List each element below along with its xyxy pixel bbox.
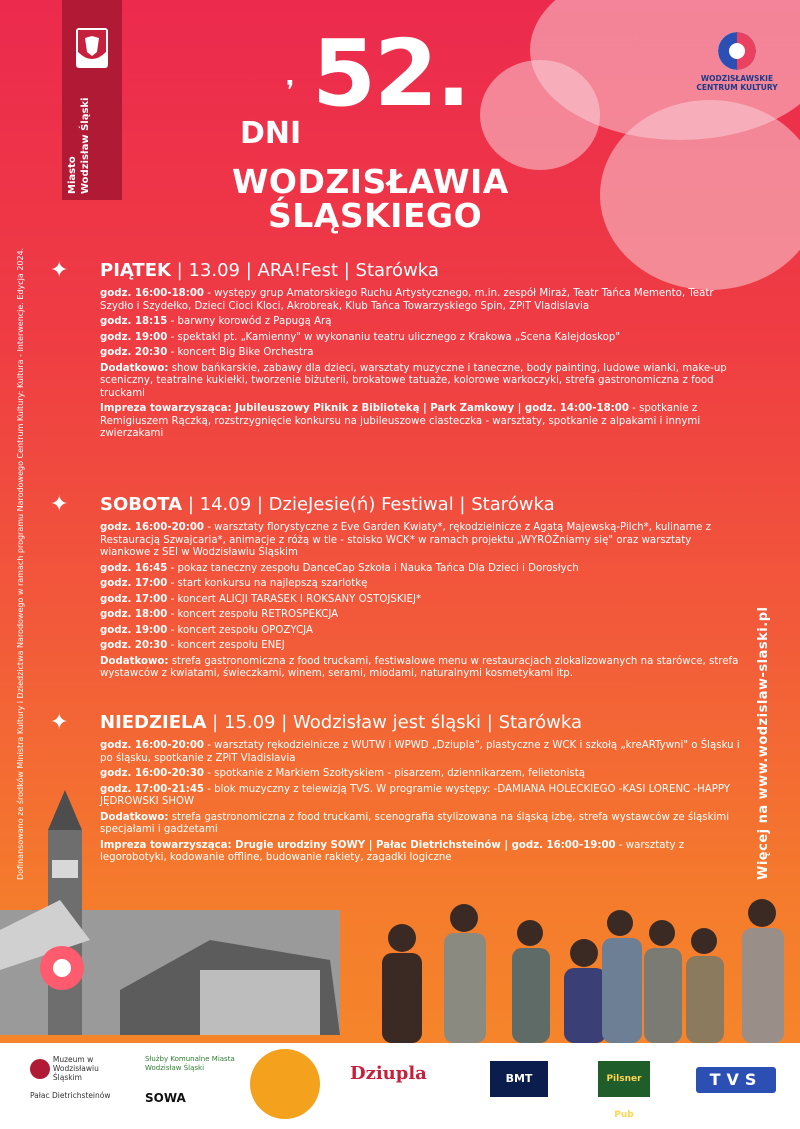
program-row: godz. 20:30 - koncert Big Bike Orchestra xyxy=(100,347,314,358)
program-row: godz. 19:00 - koncert zespołu OPOZYCJA xyxy=(100,624,313,636)
program-row: godz. 16:00-20:00 - warsztaty florystyczne z Eve Garden Kwiaty*, rękodzielnicze z Agatą Majewską-Pilch*, kulinarne z Restauracją Szwajcaria*, animacje z różą w tle - stoisko WCK* w ramach projektu „WYRÓŻniamy się" oraz warsztaty wiankowe z SEI w Wodzisławiu Śląskim xyxy=(100,522,711,558)
sparkle-icon: ❜ xyxy=(286,76,295,106)
wck-logo xyxy=(692,32,782,92)
city-name: Miasto Wodzisław Śląski xyxy=(67,97,91,194)
program-row: Dodatkowo: strefa gastronomiczna z food truckami, scenografia stylizowana na śląską izbę, strefa wystawców ze śląskimi specjałami i gadżetami xyxy=(100,811,730,835)
program-row: godz. 17:00 - start konkursu na najlepszą szarlotkę xyxy=(100,578,368,589)
day-heading: SOBOTA | 14.09 | DzieJesie(ń) Festiwal | Starówka xyxy=(100,494,555,515)
sponsor-sowa-logo: SOWA xyxy=(145,1091,186,1105)
program-row: godz. 19:00 - spektakl pt. „Kamienny" w wykonaniu teatru ulicznego z Krakowa „Scena Kalejdoskop" xyxy=(100,331,621,343)
sponsor-pilsner-logo: Pilsner Pub xyxy=(598,1061,650,1097)
title-dni: DNI xyxy=(240,116,302,151)
program-row: godz. 17:00-21:45 - blok muzyczny z telewizją TVS. W programie występy: -DAMIANA HOLECKIEGO -KASI LORENC -HAPPY JĘDROWSKI SHOW xyxy=(100,783,731,807)
decor-blob xyxy=(480,60,600,170)
program-row: godz. 18:15 - barwny korowód z Papugą Arą xyxy=(100,316,332,327)
day-heading: NIEDZIELA | 15.09 | Wodzisław jest śląski | Starówka xyxy=(100,712,582,733)
title-line-1: WODZISŁAWIA xyxy=(232,162,509,201)
day-section-friday xyxy=(50,258,740,444)
funding-credit: Dofinansowano ze środków Ministra Kultury i Dziedzictwa Narodowego w ramach programu Narodowego Centrum Kultury: Kultura - Interwencje. Edycja 2024. xyxy=(16,247,25,880)
wck-emblem-icon xyxy=(718,32,756,70)
star-icon: ✦ xyxy=(50,710,69,735)
old-town-photo xyxy=(0,790,340,1035)
sponsor-strip xyxy=(0,1043,800,1129)
city-crest-icon xyxy=(76,28,108,68)
day-section-saturday xyxy=(50,492,740,684)
star-icon: ✦ xyxy=(50,492,69,517)
program-row: Dodatkowo: strefa gastronomiczna z food truckami, festiwalowe menu w restauracjach zlokalizowanych na starówce, strefa wystawców z kwiatami, świeczkami, winem, serami, miodami, naturalnymi kosmetykami itp. xyxy=(100,655,739,679)
star-icon: ✦ xyxy=(50,258,69,283)
sponsor-tvs-logo: TVS xyxy=(696,1067,776,1093)
band-photo xyxy=(352,893,800,1043)
library-logo-icon xyxy=(250,1049,320,1119)
program-row: godz. 16:45 - pokaz taneczny zespołu DanceCap Szkoła i Nauka Tańca Dla Dzieci i Dorosłych xyxy=(100,562,579,574)
program-row: Dodatkowo: show bańkarskie, zabawy dla dzieci, warsztaty muzyczne i taneczne, body painting, ludowe wianki, make-up sceniczny, teatralne kukiełki, tworzenie biżuterii, brokatowe tatuaże, kolorowe warkoczyki, strefa gastronomiczna z food truckami xyxy=(100,362,727,399)
title-line-2: ŚLĄSKIEGO xyxy=(268,196,483,235)
program-row: godz. 16:00-20:30 - spotkanie z Markiem Szołtyskiem - pisarzem, dziennikarzem, felietonistą xyxy=(100,768,585,779)
program-row: Impreza towarzysząca: Jubileuszowy Piknik z Biblioteką | Park Zamkowy | godz. 14:00-18:00 - spotkanie z Remigiuszem Rączką, rozstrzygnięcie konkursu na jubileuszowe ciasteczka - warsztaty, spotkanie z alpakami i innymi zwierzakami xyxy=(100,403,701,439)
program-row: godz. 16:00-20:00 - warsztaty rękodzielnicze z WUTW i WPWD „Dziupla", plastyczne z WCK i szkołą „kreARTywni" o Śląsku i po śląsku, spotkanie z ZPiT Vladislavia xyxy=(100,740,740,764)
day-heading: PIĄTEK | 13.09 | ARA!Fest | Starówka xyxy=(100,260,439,281)
city-tab xyxy=(62,0,122,200)
edition-number: 52. xyxy=(312,20,469,127)
sponsor-museum-logo: Muzeum w Wodzisławiu Śląskim xyxy=(30,1055,123,1082)
sponsor-palace-logo: Pałac Dietrichsteinów xyxy=(30,1091,111,1100)
program-row: godz. 18:00 - koncert zespołu RETROSPEKCJA xyxy=(100,609,339,620)
sponsor-skm-logo: Służby Komunalne Miasta Wodzisław Śląski xyxy=(145,1055,235,1072)
program-row: godz. 16:00-18:00 - występy grup Amatorskiego Ruchu Artystycznego, m.in. zespół Miraż, Teatr Tańca Memento, Teatr Szydło i Szydełko, Dzieci Cioci Kloci, Akrobreak, Klub Tańca Towarzyskiego Spin, ZPiT Vladislavia xyxy=(100,288,714,312)
sponsor-dziupla-logo: Dziupla xyxy=(350,1063,427,1084)
sponsor-bmt-logo: BMT EVENTS xyxy=(490,1061,548,1097)
program-row: godz. 20:30 - koncert zespołu ENEJ xyxy=(100,640,285,651)
program-row: godz. 17:00 - koncert ALICJI TARASEK I ROKSANY OSTOJSKIEJ* xyxy=(100,593,422,605)
wck-name: WODZISŁAWSKIE CENTRUM KULTURY xyxy=(696,74,778,92)
website-link[interactable]: Więcej na www.wodzislaw-slaski.pl xyxy=(756,606,771,880)
program-row: Impreza towarzysząca: Drugie urodziny SOWY | Pałac Dietrichsteinów | godz. 16:00-19:00 - warsztaty z legorobotyki, kodowanie offline, budowanie rakiety, zagadki logiczne xyxy=(100,839,685,863)
